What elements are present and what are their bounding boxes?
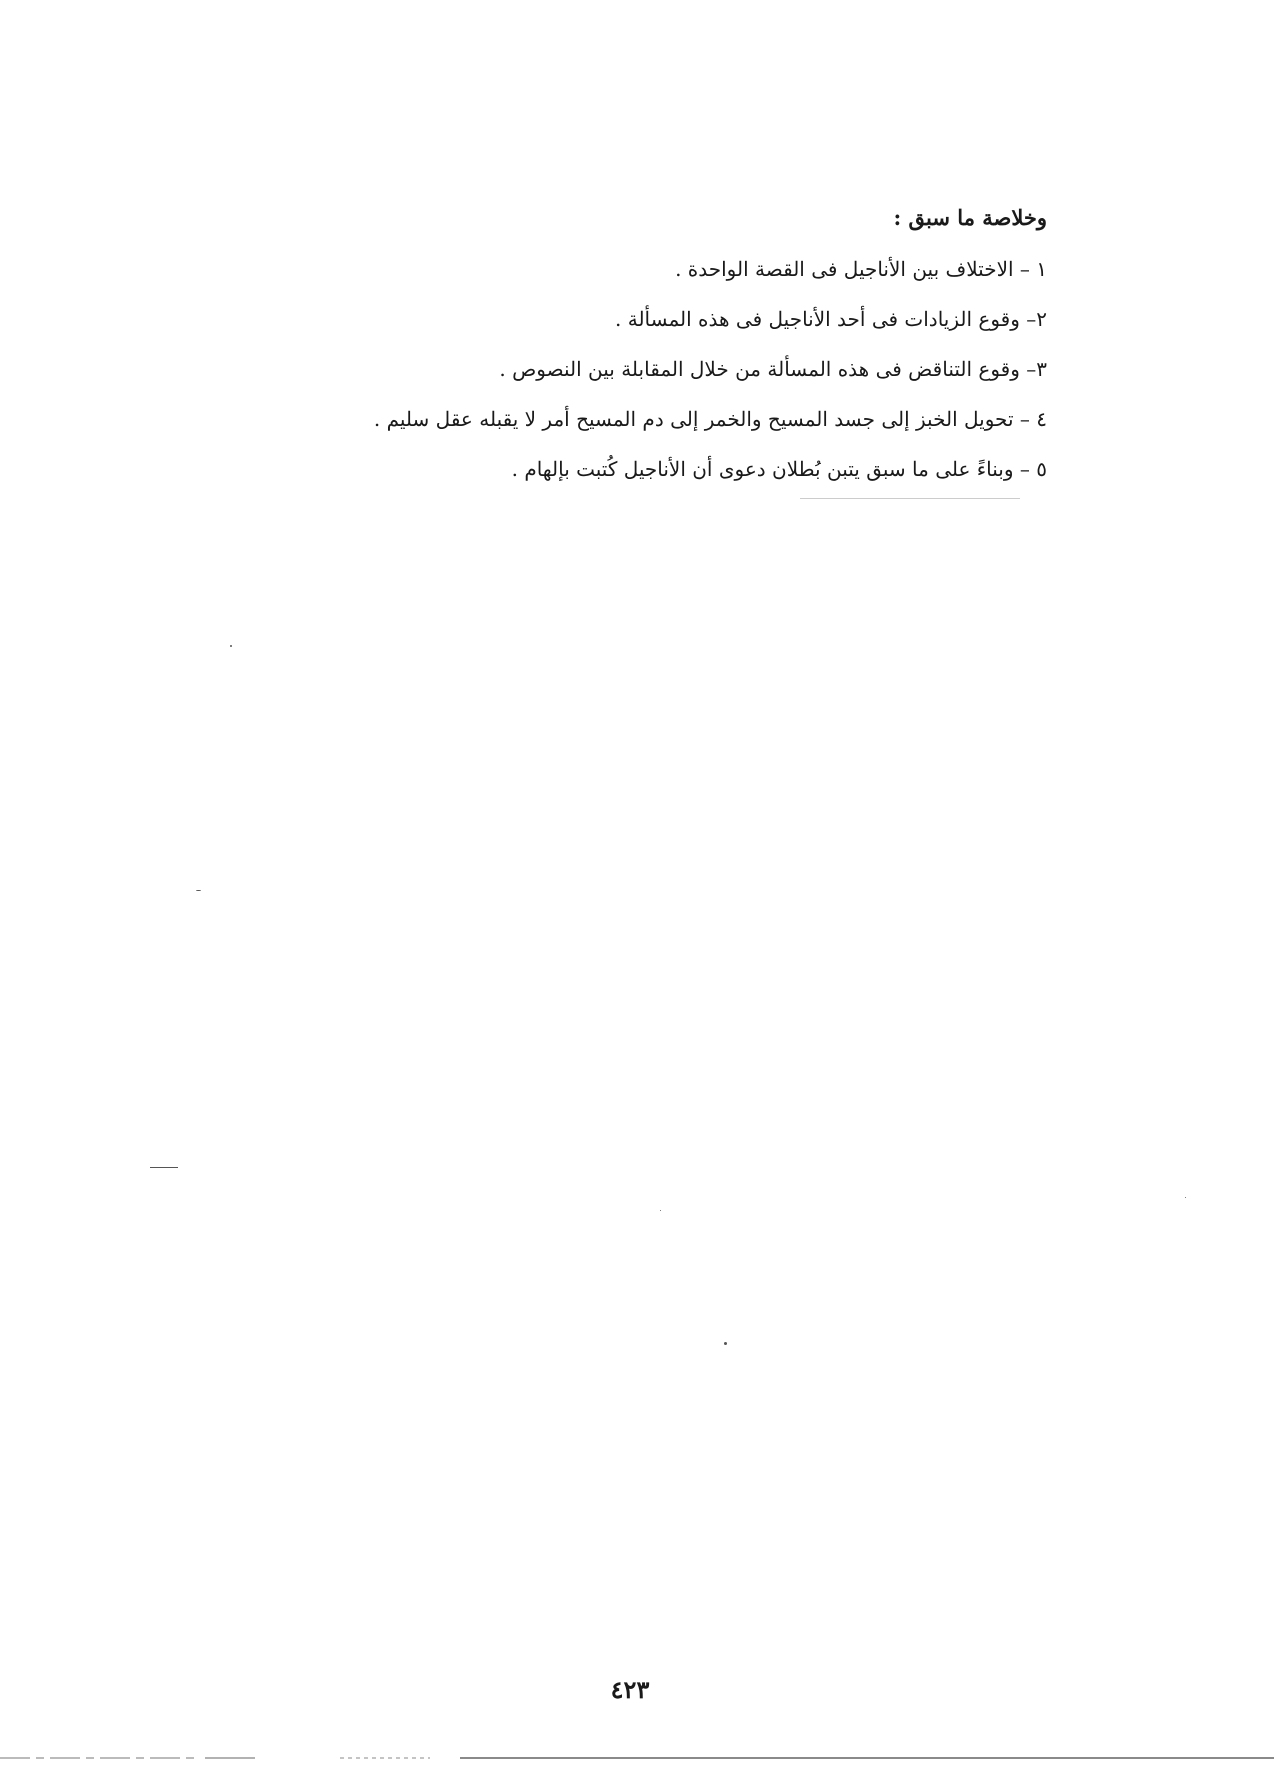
list-item: ٥ – وبناءً على ما سبق يتبن بُطلان دعوى أن الأناجيل كُتبت بإلهام . (511, 457, 1047, 481)
scan-speck (660, 1210, 661, 1211)
list-item: ٢– وقوع الزيادات فى أحد الأناجيل فى هذه المسألة . (615, 307, 1047, 331)
scan-speck (230, 645, 232, 647)
scan-bottom-rule (0, 1756, 1274, 1760)
list-item: ٣– وقوع التناقض فى هذه المسألة من خلال المقابلة بين النصوص . (499, 357, 1047, 381)
scan-speck (800, 498, 1020, 499)
page-number: ٤٢٣ (610, 1675, 650, 1704)
summary-section (287, 192, 1047, 494)
section-heading: وخلاصة ما سبق : (893, 205, 1047, 230)
scan-speck (150, 1167, 178, 1168)
scan-speck (196, 890, 201, 891)
scan-speck (724, 1342, 727, 1345)
scan-speck (1185, 1197, 1186, 1198)
list-item: ٤ – تحويل الخبز إلى جسد المسيح والخمر إلى دم المسيح أمر لا يقبله عقل سليم . (373, 407, 1047, 431)
list-item: ١ – الاختلاف بين الأناجيل فى القصة الواحدة . (675, 257, 1047, 281)
